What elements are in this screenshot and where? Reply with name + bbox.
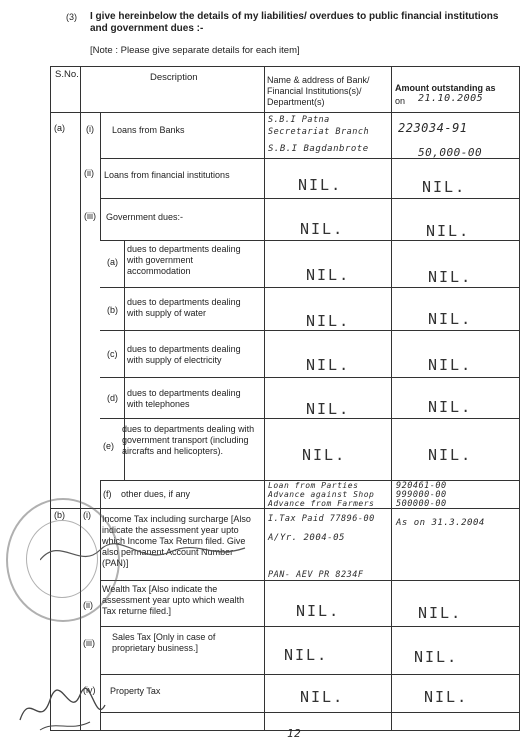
row-iii-label: (iii): [84, 211, 96, 221]
nil-value: NIL.: [414, 648, 459, 666]
sales-tax-text: Sales Tax [Only in case of proprietary business.]: [112, 632, 216, 653]
row-b-label: (b): [54, 510, 65, 520]
row-bi-label: (i): [83, 510, 91, 520]
loans-from-fi-label: Loans from financial institutions: [104, 170, 230, 180]
nil-value: NIL.: [298, 176, 343, 194]
property-tax-text: Property Tax: [110, 686, 161, 696]
f-bank-2: Advance against Shop: [268, 490, 375, 499]
f-amt-2: 999000-00: [396, 490, 447, 500]
header-description: Description: [150, 72, 198, 83]
header-sno: S.No.: [55, 69, 79, 80]
it-amount: As on 31.3.2004: [396, 518, 485, 528]
row-biv-label: (iv): [83, 685, 96, 695]
nil-value: NIL.: [428, 356, 473, 374]
nil-value: NIL.: [428, 398, 473, 416]
sub-a-text: dues to departments dealing with government accommodation: [127, 244, 241, 276]
nil-value: NIL.: [426, 222, 471, 240]
nil-value: NIL.: [306, 266, 351, 284]
nil-value: NIL.: [300, 688, 345, 706]
signature-icon: [40, 530, 250, 580]
it-bank-1: I.Tax Paid 77896-00: [268, 514, 375, 524]
bank2-amount: 50,000-00: [418, 146, 483, 159]
section-number: (3): [66, 12, 77, 22]
bank1-name: S.B.I Patna Secretariat Branch: [268, 115, 370, 137]
sub-d-text: dues to departments dealing with telephones: [127, 388, 241, 409]
nil-value: NIL.: [306, 356, 351, 374]
nil-value: NIL.: [296, 602, 341, 620]
wealth-tax-text: Wealth Tax [Also indicate the assessment year upto which wealth Tax returne filed.]: [102, 584, 245, 616]
income-tax-text: Income Tax including surcharge [Also indicate the assessment year upto which Income Tax Return filed. Give also permanent Account Number (PAN)]: [102, 514, 251, 568]
nil-value: NIL.: [428, 446, 473, 464]
sub-f-text: other dues, if any: [121, 489, 191, 499]
nil-value: NIL.: [422, 178, 467, 196]
nil-value: NIL.: [306, 400, 351, 418]
bank2-name: S.B.I Bagdanbrote: [268, 144, 369, 154]
row-ii-label: (ii): [84, 168, 94, 178]
nil-value: NIL.: [428, 310, 473, 328]
f-amt-1: 920461-00: [396, 481, 447, 491]
sub-b-label: (b): [107, 305, 118, 315]
bank1-amount: 223034-91: [398, 121, 468, 135]
signature-icon: [10, 670, 110, 740]
nil-value: NIL.: [284, 646, 329, 664]
row-a-label: (a): [54, 123, 65, 133]
header-bank: Name & address of Bank/ Financial Institutions(s)/ Department(s): [267, 75, 370, 107]
f-bank-3: Advance from Farmers: [268, 499, 375, 508]
header-amount-on: on: [395, 96, 406, 106]
sub-a-label: (a): [107, 257, 118, 267]
sub-d-label: (d): [107, 393, 118, 403]
sub-c-text: dues to departments dealing with supply of electricity: [127, 344, 241, 365]
loans-from-banks-label: Loans from Banks: [112, 125, 185, 135]
f-amt-3: 500000-00: [396, 499, 447, 509]
nil-value: NIL.: [424, 688, 469, 706]
f-bank-1: Loan from Parties: [268, 481, 359, 490]
sub-e-text: dues to departments dealing with government transport (including aircrafts and helicopters).: [122, 424, 255, 456]
page-number: 12: [287, 727, 302, 740]
sub-c-label: (c): [107, 349, 118, 359]
sub-b-text: dues to departments dealing with supply of water: [127, 297, 241, 318]
it-bank-3: PAN- AEV PR 8234F: [268, 570, 364, 580]
row-i-label: (i): [86, 124, 94, 134]
govt-dues-label: Government dues:-: [106, 212, 184, 222]
sub-f-label: (f): [103, 489, 112, 499]
section-intro-text: I give hereinbelow the details of my liabilities/ overdues to public financial institutions and government dues :-: [90, 11, 499, 34]
nil-value: NIL.: [306, 312, 351, 330]
it-bank-2: A/Yr. 2004-05: [268, 533, 345, 543]
row-biii-label: (iii): [83, 638, 95, 648]
section-note: [Note : Please give separate details for each item]: [90, 45, 300, 56]
nil-value: NIL.: [418, 604, 463, 622]
header-amount-date: 21.10.2005: [418, 93, 484, 104]
header-amount: Amount outstanding as: [395, 83, 496, 93]
nil-value: NIL.: [302, 446, 347, 464]
sub-e-label: (e): [103, 441, 114, 451]
nil-value: NIL.: [300, 220, 345, 238]
nil-value: NIL.: [428, 268, 473, 286]
row-bii-label: (ii): [83, 600, 93, 610]
